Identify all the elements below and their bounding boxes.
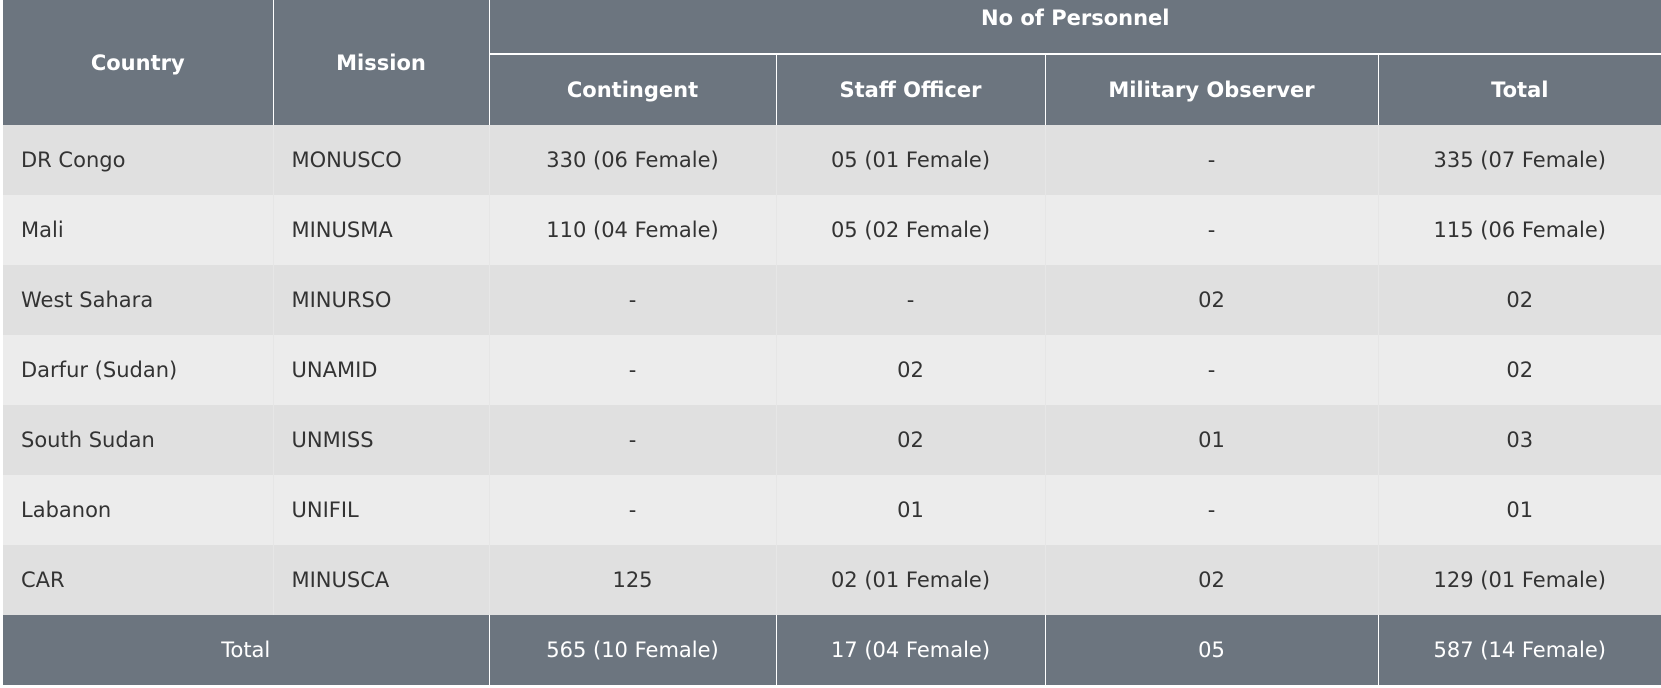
cell-total: 02 [1378,335,1661,405]
cell-total: 115 (06 Female) [1378,195,1661,265]
cell-total: 03 [1378,405,1661,475]
cell-total: 02 [1378,265,1661,335]
cell-total: 129 (01 Female) [1378,545,1661,615]
cell-mission: MINURSO [273,265,489,335]
cell-country: Darfur (Sudan) [3,335,273,405]
table-row [3,475,1661,545]
cell-military-observer: - [1045,335,1378,405]
cell-mission: UNIFIL [273,475,489,545]
cell-staff-officer: 05 (02 Female) [776,195,1045,265]
cell-military-observer: - [1045,475,1378,545]
cell-mission: MONUSCO [273,125,489,195]
table-row [3,265,1661,335]
table-footer [3,615,1661,685]
table-header [3,0,1661,125]
totals-military-observer: 05 [1045,615,1378,685]
cell-military-observer: 01 [1045,405,1378,475]
cell-country: CAR [3,545,273,615]
cell-military-observer: - [1045,125,1378,195]
header-military-observer: Military Observer [1045,54,1378,125]
cell-staff-officer: - [776,265,1045,335]
cell-country: West Sahara [3,265,273,335]
table-row [3,195,1661,265]
cell-military-observer: - [1045,195,1378,265]
cell-contingent: 125 [489,545,776,615]
table-row [3,405,1661,475]
cell-staff-officer: 02 [776,405,1045,475]
totals-staff-officer: 17 (04 Female) [776,615,1045,685]
table-body [3,125,1661,615]
cell-contingent: 110 (04 Female) [489,195,776,265]
header-mission: Mission [273,0,489,125]
cell-military-observer: 02 [1045,545,1378,615]
cell-staff-officer: 05 (01 Female) [776,125,1045,195]
cell-staff-officer: 02 [776,335,1045,405]
cell-staff-officer: 01 [776,475,1045,545]
header-no-of-personnel: No of Personnel [489,0,1661,54]
personnel-table [3,0,1661,685]
cell-country: Mali [3,195,273,265]
cell-contingent: - [489,265,776,335]
totals-total: 587 (14 Female) [1378,615,1661,685]
header-staff-officer: Staff Officer [776,54,1045,125]
totals-row [3,615,1661,685]
cell-mission: UNAMID [273,335,489,405]
cell-mission: MINUSMA [273,195,489,265]
cell-total: 01 [1378,475,1661,545]
cell-mission: UNMISS [273,405,489,475]
cell-contingent: - [489,335,776,405]
cell-staff-officer: 02 (01 Female) [776,545,1045,615]
cell-contingent: 330 (06 Female) [489,125,776,195]
cell-country: DR Congo [3,125,273,195]
totals-label: Total [3,615,489,685]
cell-contingent: - [489,405,776,475]
cell-country: Labanon [3,475,273,545]
header-contingent: Contingent [489,54,776,125]
cell-contingent: - [489,475,776,545]
cell-military-observer: 02 [1045,265,1378,335]
header-total: Total [1378,54,1661,125]
table-row [3,335,1661,405]
table-row [3,125,1661,195]
header-country: Country [3,0,273,125]
cell-country: South Sudan [3,405,273,475]
cell-mission: MINUSCA [273,545,489,615]
totals-contingent: 565 (10 Female) [489,615,776,685]
table-row [3,545,1661,615]
cell-total: 335 (07 Female) [1378,125,1661,195]
